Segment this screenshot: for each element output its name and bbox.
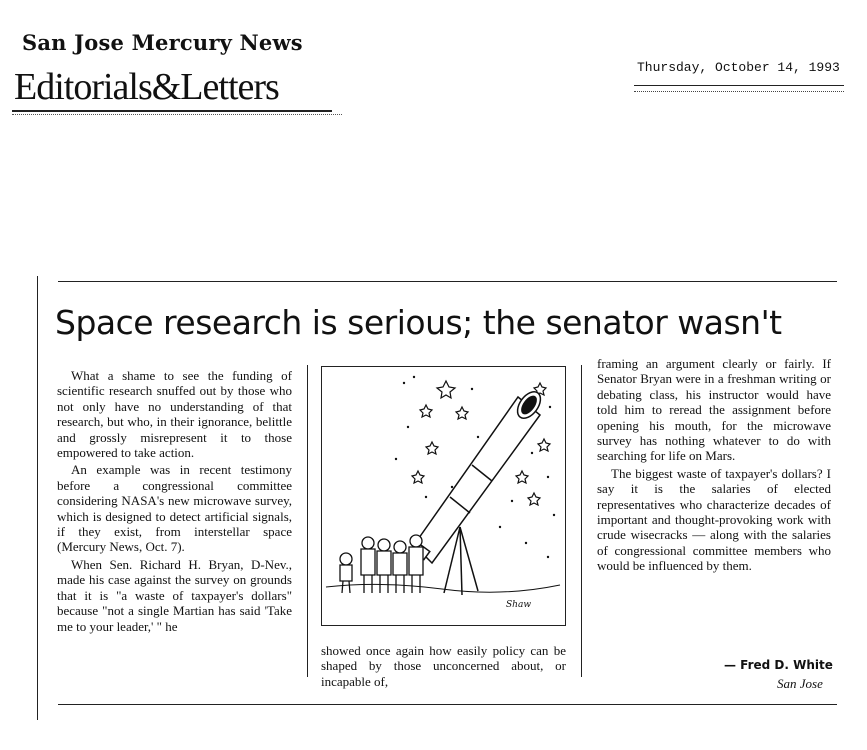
column-divider-left bbox=[307, 365, 308, 677]
bottom-rule bbox=[58, 704, 837, 705]
section-rule-dotted bbox=[12, 114, 342, 115]
column-3-paragraph: framing an argument clearly or fairly. If Senator Bryan were in a freshman writing or debating class, his instructor would have told him to reread the assignment before opening his mouth, for the microwave survey has nothing whatever to do with searching for life on Mars. bbox=[597, 356, 831, 464]
section-title: Editorials&Letters bbox=[14, 66, 279, 108]
column-1-paragraph: An example was in recent testimony before a congressional committee considering NASA's new microwave survey, which is designed to detect artificial signals, if they exist, from interstellar space (Mercury News, Oct. 7). bbox=[57, 462, 292, 555]
date-rule bbox=[634, 85, 844, 86]
date-rule-dotted bbox=[634, 91, 844, 92]
column-divider-right bbox=[581, 365, 582, 677]
column-2-paragraph: showed once again how easily policy can be shaped by those unconcerned about, or incapable of, bbox=[321, 643, 566, 689]
headline: Space research is serious; the senator wasn't bbox=[55, 303, 782, 342]
column-3 bbox=[597, 356, 831, 574]
column-3-paragraph: The biggest waste of taxpayer's dollars? I say it is the salaries of elected representatives who characterize decades of important and thought-provoking work with crude wisecracks — along with the salaries of congressional committee members who would be influenced by them. bbox=[597, 465, 831, 574]
masthead: San Jose Mercury News bbox=[22, 30, 303, 55]
letter-signature: — Fred D. White bbox=[724, 658, 833, 672]
publication-date: Thursday, October 14, 1993 bbox=[637, 60, 840, 75]
column-1-paragraph: When Sen. Richard H. Bryan, D-Nev., made his case against the survey on grounds that it is "a waste of taxpayer's dollars" because "not a single Martian has said 'Take me to your leader,' " he bbox=[57, 556, 292, 634]
ground bbox=[326, 584, 560, 592]
cartoon-drawing bbox=[322, 367, 564, 624]
column-1 bbox=[57, 368, 292, 634]
cartoon-signature: Shaw bbox=[506, 600, 532, 610]
column-1-paragraph: What a shame to see the funding of scientific research snuffed out by those who not only have no understanding of that research, but who, in their ignorance, belittle and grossly misrepresent it to those empowered to take action. bbox=[57, 368, 292, 461]
letter-city: San Jose bbox=[777, 676, 823, 691]
cartoon bbox=[321, 366, 566, 626]
top-rule bbox=[58, 281, 837, 282]
left-rule bbox=[37, 276, 38, 720]
section-rule bbox=[12, 110, 332, 112]
column-2 bbox=[321, 643, 566, 689]
